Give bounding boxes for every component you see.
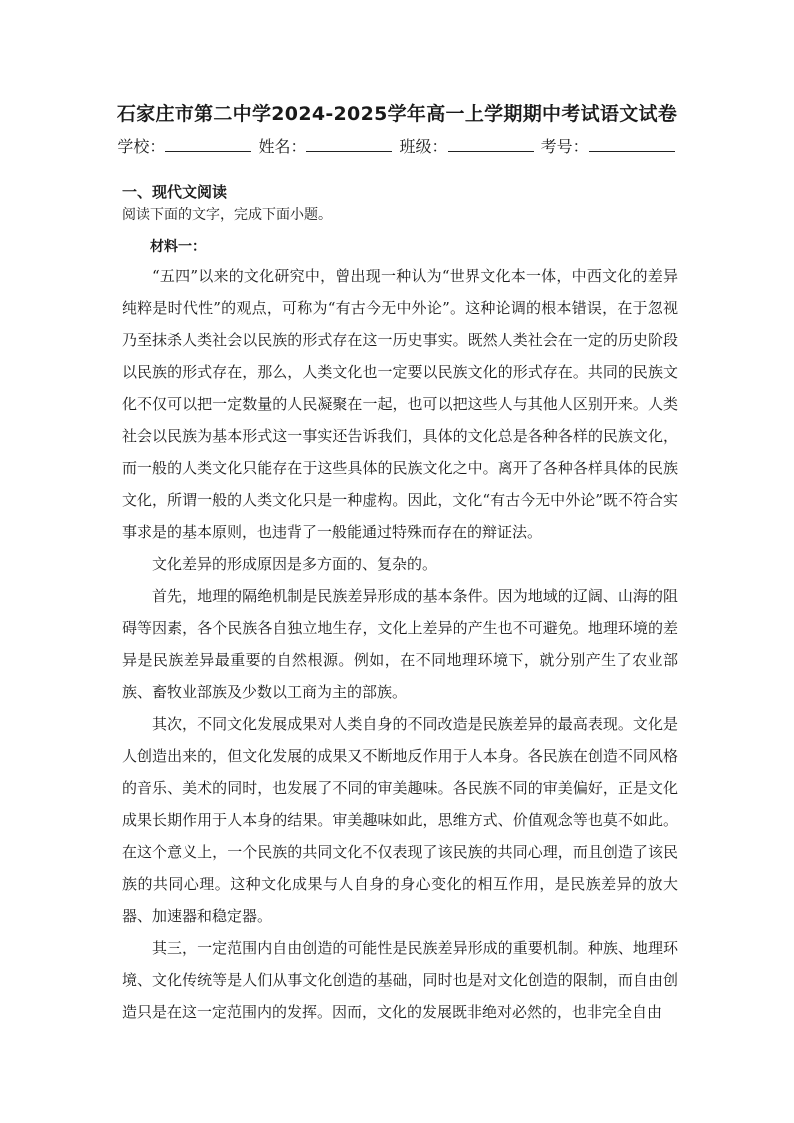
student-info-row [0,133,794,159]
class-blank-line [448,133,534,152]
exam-title: 石家庄市第二中学2024-2025学年高一上学期期中考试语文试卷 [116,103,678,125]
passage-paragraph: 其次，不同文化发展成果对人类自身的不同改造是民族差异的最高表现。文化是人创造出来的，但文化发展的成果又不断地反作用于人本身。各民族在创造不同风格的音乐、美术的同时，也发展了不同的审美趣味。各民族不同的审美偏好，正是文化成果长期作用于人本身的结果。审美趣味如此，思维方式、价值观念等也莫不如此。在这个意义上，一个民族的共同文化不仅表现了该民族的共同心理，而且创造了该民族的共同心理。这种文化成果与人自身的身心变化的相互作用，是民族差异的放大器、加速器和稳定器。 [122,715,678,925]
passage-paragraph: 文化差异的形成原因是多方面的、复杂的。 [152,555,438,573]
reading-instruction: 阅读下面的文字，完成下面小题。 [122,207,332,223]
passage-body [122,260,678,1028]
passage-paragraph: 首先，地理的隔绝机制是民族差异形成的基本条件。因为地域的辽阔、山海的阻碍等因素，各个民族各自独立地生存，文化上差异的产生也不可避免。地理环境的差异是民族差异最重要的自然根源。例如，在不同地理环境下，就分别产生了农业部族、畜牧业部族及少数以工商为主的部族。 [122,587,678,701]
school-label: 学校： [117,137,166,156]
school-blank-line [165,133,251,152]
name-blank-line [306,133,392,152]
class-label: 班级： [399,137,448,156]
section-heading: 一、现代文阅读 [122,183,228,201]
exam-number-label: 考号： [540,137,589,156]
name-label: 姓名： [258,137,307,156]
passage-paragraph: 其三，一定范围内自由创造的可能性是民族差异形成的重要机制。种族、地理环境、文化传统等是人们从事文化创造的基础，同时也是对文化创造的限制，而自由创造只是在这一定范围内的发挥。因而，文化的发展既非绝对必然的，也非完全自由 [122,939,678,1021]
exam-number-blank-line [589,133,675,152]
material-label: 材料一： [150,239,206,255]
passage-paragraph: “五四”以来的文化研究中，曾出现一种认为“世界文化本一体，中西文化的差异纯粹是时代性”的观点，可称为“有古今无中外论”。这种论调的根本错误，在于忽视乃至抹杀人类社会以民族的形式存在这一历史事实。既然人类社会在一定的历史阶段以民族的形式存在，那么，人类文化也一定要以民族文化的形式存在。共同的民族文化不仅可以把一定数量的人民凝聚在一起，也可以把这些人与其他人区别开来。人类社会以民族为基本形式这一事实还告诉我们，具体的文化总是各种各样的民族文化，而一般的人类文化只能存在于这些具体的民族文化之中。离开了各种各样具体的民族文化，所谓一般的人类文化只是一种虚构。因此，文化“有古今无中外论”既不符合实事求是的基本原则，也违背了一般能通过特殊而存在的辩证法。 [122,267,678,541]
